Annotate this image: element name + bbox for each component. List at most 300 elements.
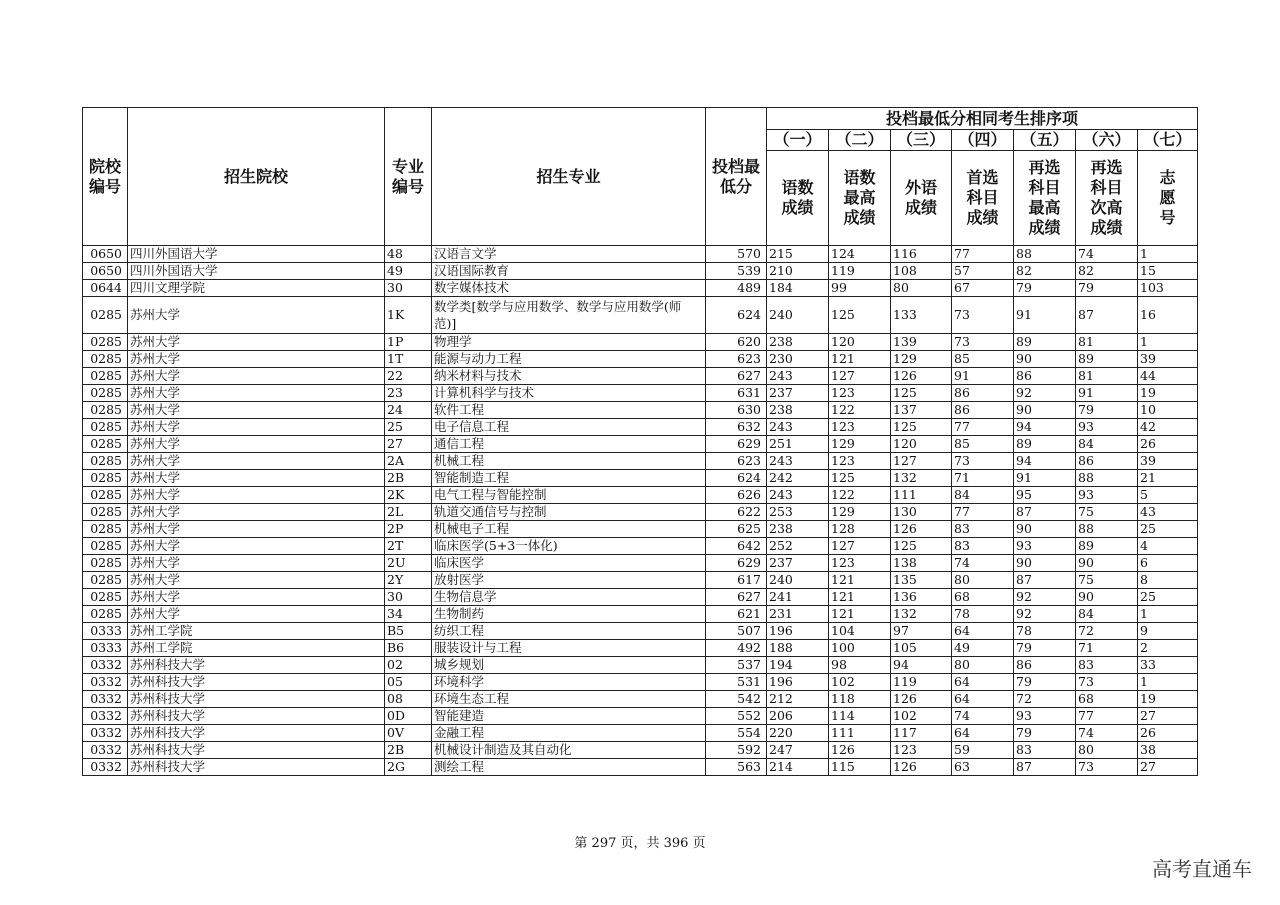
major-code-cell: 0V xyxy=(385,725,432,742)
min-score-cell: 552 xyxy=(706,708,767,725)
rank-first-subject-cell: 77 xyxy=(952,504,1014,521)
school-name-cell: 苏州大学 xyxy=(128,334,385,351)
major-name-cell: 计算机科学与技术 xyxy=(432,385,706,402)
rank-reselect-max-cell: 72 xyxy=(1014,691,1076,708)
school-name-cell: 苏州科技大学 xyxy=(128,691,385,708)
major-name-cell: 机械电子工程 xyxy=(432,521,706,538)
rank-first-subject-cell: 85 xyxy=(952,351,1014,368)
table-row xyxy=(83,555,1198,572)
rank-wish-no-cell: 5 xyxy=(1138,487,1198,504)
table-row xyxy=(83,368,1198,385)
min-score-cell: 629 xyxy=(706,436,767,453)
rank-reselect-second-cell: 90 xyxy=(1076,589,1138,606)
table-row xyxy=(83,742,1198,759)
rank-wish-no-cell: 19 xyxy=(1138,691,1198,708)
major-name-cell: 智能制造工程 xyxy=(432,470,706,487)
min-score-cell: 539 xyxy=(706,263,767,280)
rank-first-subject-cell: 86 xyxy=(952,385,1014,402)
rank-chinese-math-max-cell: 123 xyxy=(829,385,891,402)
table-row xyxy=(83,606,1198,623)
rank-chinese-math-cell: 243 xyxy=(767,368,829,385)
rank-first-subject-cell: 68 xyxy=(952,589,1014,606)
major-name-cell: 临床医学 xyxy=(432,555,706,572)
table-row xyxy=(83,623,1198,640)
school-name-cell: 苏州大学 xyxy=(128,385,385,402)
rank-first-subject-cell: 73 xyxy=(952,334,1014,351)
rank-wish-no-cell: 44 xyxy=(1138,368,1198,385)
rank-reselect-second-cell: 86 xyxy=(1076,453,1138,470)
school-code-cell: 0285 xyxy=(83,572,128,589)
min-score-cell: 624 xyxy=(706,297,767,334)
rank-reselect-max-cell: 89 xyxy=(1014,436,1076,453)
table-row xyxy=(83,691,1198,708)
school-code-cell: 0332 xyxy=(83,759,128,776)
school-code-cell: 0285 xyxy=(83,555,128,572)
header-ranking-group: 投档最低分相同考生排序项 xyxy=(767,108,1198,130)
header-school-name: 招生院校 xyxy=(128,108,385,246)
rank-wish-no-cell: 1 xyxy=(1138,674,1198,691)
rank-chinese-math-max-cell: 125 xyxy=(829,297,891,334)
major-code-cell: 2T xyxy=(385,538,432,555)
rank-chinese-math-cell: 184 xyxy=(767,280,829,297)
school-name-cell: 苏州科技大学 xyxy=(128,742,385,759)
major-name-cell: 能源与动力工程 xyxy=(432,351,706,368)
rank-chinese-math-max-cell: 124 xyxy=(829,246,891,263)
school-name-cell: 苏州工学院 xyxy=(128,623,385,640)
rank-wish-no-cell: 1 xyxy=(1138,606,1198,623)
rank-reselect-second-cell: 79 xyxy=(1076,402,1138,419)
major-name-cell: 汉语国际教育 xyxy=(432,263,706,280)
school-code-cell: 0332 xyxy=(83,725,128,742)
min-score-cell: 623 xyxy=(706,453,767,470)
rank-reselect-second-cell: 75 xyxy=(1076,504,1138,521)
rank-reselect-second-cell: 73 xyxy=(1076,674,1138,691)
min-score-cell: 620 xyxy=(706,334,767,351)
school-name-cell: 苏州科技大学 xyxy=(128,657,385,674)
major-name-cell: 放射医学 xyxy=(432,572,706,589)
table-row xyxy=(83,521,1198,538)
major-name-cell: 电子信息工程 xyxy=(432,419,706,436)
rank-foreign-lang-cell: 135 xyxy=(891,572,952,589)
major-code-cell: 2L xyxy=(385,504,432,521)
major-name-cell: 轨道交通信号与控制 xyxy=(432,504,706,521)
header-sub-field: 再选科目次高成绩 xyxy=(1076,151,1138,246)
school-code-cell: 0650 xyxy=(83,246,128,263)
watermark-text: 高考直通车 xyxy=(1152,857,1252,881)
rank-chinese-math-max-cell: 125 xyxy=(829,470,891,487)
rank-chinese-math-max-cell: 122 xyxy=(829,402,891,419)
rank-chinese-math-cell: 243 xyxy=(767,419,829,436)
rank-chinese-math-max-cell: 100 xyxy=(829,640,891,657)
rank-reselect-max-cell: 88 xyxy=(1014,246,1076,263)
major-code-cell: 34 xyxy=(385,606,432,623)
rank-wish-no-cell: 39 xyxy=(1138,351,1198,368)
rank-chinese-math-cell: 238 xyxy=(767,521,829,538)
rank-chinese-math-cell: 212 xyxy=(767,691,829,708)
rank-wish-no-cell: 16 xyxy=(1138,297,1198,334)
rank-reselect-second-cell: 84 xyxy=(1076,606,1138,623)
rank-chinese-math-cell: 240 xyxy=(767,572,829,589)
major-code-cell: 02 xyxy=(385,657,432,674)
rank-foreign-lang-cell: 119 xyxy=(891,674,952,691)
rank-reselect-max-cell: 79 xyxy=(1014,640,1076,657)
rank-reselect-max-cell: 83 xyxy=(1014,742,1076,759)
rank-first-subject-cell: 77 xyxy=(952,246,1014,263)
major-name-cell: 汉语言文学 xyxy=(432,246,706,263)
rank-foreign-lang-cell: 117 xyxy=(891,725,952,742)
min-score-cell: 629 xyxy=(706,555,767,572)
table-row xyxy=(83,640,1198,657)
rank-reselect-second-cell: 80 xyxy=(1076,742,1138,759)
rank-foreign-lang-cell: 126 xyxy=(891,521,952,538)
header-sub-field: 外语成绩 xyxy=(891,151,952,246)
rank-wish-no-cell: 27 xyxy=(1138,708,1198,725)
rank-chinese-math-cell: 214 xyxy=(767,759,829,776)
rank-reselect-max-cell: 79 xyxy=(1014,674,1076,691)
rank-chinese-math-cell: 231 xyxy=(767,606,829,623)
rank-reselect-max-cell: 92 xyxy=(1014,385,1076,402)
rank-chinese-math-cell: 240 xyxy=(767,297,829,334)
rank-first-subject-cell: 59 xyxy=(952,742,1014,759)
min-score-cell: 492 xyxy=(706,640,767,657)
major-code-cell: 1T xyxy=(385,351,432,368)
rank-chinese-math-max-cell: 123 xyxy=(829,555,891,572)
school-name-cell: 苏州大学 xyxy=(128,538,385,555)
rank-chinese-math-cell: 210 xyxy=(767,263,829,280)
rank-foreign-lang-cell: 132 xyxy=(891,606,952,623)
rank-chinese-math-max-cell: 128 xyxy=(829,521,891,538)
rank-reselect-second-cell: 89 xyxy=(1076,351,1138,368)
major-code-cell: 1K xyxy=(385,297,432,334)
rank-wish-no-cell: 1 xyxy=(1138,246,1198,263)
table-row xyxy=(83,280,1198,297)
major-name-cell: 物理学 xyxy=(432,334,706,351)
rank-chinese-math-cell: 220 xyxy=(767,725,829,742)
table-row xyxy=(83,504,1198,521)
rank-foreign-lang-cell: 120 xyxy=(891,436,952,453)
admission-score-table xyxy=(82,107,1198,776)
table-row xyxy=(83,402,1198,419)
rank-foreign-lang-cell: 139 xyxy=(891,334,952,351)
rank-reselect-max-cell: 86 xyxy=(1014,657,1076,674)
min-score-cell: 531 xyxy=(706,674,767,691)
rank-foreign-lang-cell: 130 xyxy=(891,504,952,521)
table-row xyxy=(83,419,1198,436)
major-code-cell: 08 xyxy=(385,691,432,708)
table-row xyxy=(83,538,1198,555)
rank-chinese-math-cell: 238 xyxy=(767,402,829,419)
rank-wish-no-cell: 6 xyxy=(1138,555,1198,572)
school-code-cell: 0285 xyxy=(83,385,128,402)
school-name-cell: 苏州大学 xyxy=(128,453,385,470)
rank-chinese-math-max-cell: 123 xyxy=(829,419,891,436)
min-score-cell: 642 xyxy=(706,538,767,555)
rank-chinese-math-cell: 243 xyxy=(767,487,829,504)
min-score-cell: 622 xyxy=(706,504,767,521)
rank-wish-no-cell: 38 xyxy=(1138,742,1198,759)
min-score-cell: 563 xyxy=(706,759,767,776)
school-name-cell: 苏州大学 xyxy=(128,589,385,606)
major-name-cell: 软件工程 xyxy=(432,402,706,419)
header-sub-index: （五） xyxy=(1014,130,1076,151)
major-name-cell: 数学类[数学与应用数学、数学与应用数学(师范)] xyxy=(432,297,706,334)
rank-foreign-lang-cell: 137 xyxy=(891,402,952,419)
rank-chinese-math-max-cell: 114 xyxy=(829,708,891,725)
rank-chinese-math-max-cell: 121 xyxy=(829,606,891,623)
rank-wish-no-cell: 42 xyxy=(1138,419,1198,436)
min-score-cell: 542 xyxy=(706,691,767,708)
major-code-cell: 2B xyxy=(385,742,432,759)
rank-chinese-math-cell: 215 xyxy=(767,246,829,263)
table-row xyxy=(83,589,1198,606)
min-score-cell: 537 xyxy=(706,657,767,674)
rank-chinese-math-max-cell: 118 xyxy=(829,691,891,708)
rank-reselect-max-cell: 86 xyxy=(1014,368,1076,385)
table-row xyxy=(83,470,1198,487)
rank-chinese-math-cell: 206 xyxy=(767,708,829,725)
rank-chinese-math-max-cell: 121 xyxy=(829,351,891,368)
min-score-cell: 507 xyxy=(706,623,767,640)
rank-wish-no-cell: 25 xyxy=(1138,521,1198,538)
table-row xyxy=(83,436,1198,453)
min-score-cell: 624 xyxy=(706,470,767,487)
school-code-cell: 0285 xyxy=(83,606,128,623)
table-row xyxy=(83,334,1198,351)
rank-chinese-math-max-cell: 102 xyxy=(829,674,891,691)
rank-chinese-math-max-cell: 98 xyxy=(829,657,891,674)
rank-first-subject-cell: 77 xyxy=(952,419,1014,436)
school-name-cell: 苏州大学 xyxy=(128,572,385,589)
school-code-cell: 0285 xyxy=(83,521,128,538)
rank-reselect-max-cell: 90 xyxy=(1014,555,1076,572)
rank-reselect-max-cell: 87 xyxy=(1014,572,1076,589)
header-major-code: 专业编号 xyxy=(385,108,432,246)
rank-reselect-max-cell: 79 xyxy=(1014,725,1076,742)
rank-foreign-lang-cell: 132 xyxy=(891,470,952,487)
rank-foreign-lang-cell: 126 xyxy=(891,759,952,776)
rank-wish-no-cell: 1 xyxy=(1138,334,1198,351)
rank-wish-no-cell: 25 xyxy=(1138,589,1198,606)
rank-chinese-math-max-cell: 127 xyxy=(829,368,891,385)
major-code-cell: 23 xyxy=(385,385,432,402)
rank-wish-no-cell: 15 xyxy=(1138,263,1198,280)
min-score-cell: 554 xyxy=(706,725,767,742)
rank-first-subject-cell: 63 xyxy=(952,759,1014,776)
major-code-cell: 05 xyxy=(385,674,432,691)
page-footer: 第 297 页，共 396 页 xyxy=(574,836,706,851)
table-row xyxy=(83,263,1198,280)
major-name-cell: 临床医学(5+3一体化) xyxy=(432,538,706,555)
rank-foreign-lang-cell: 111 xyxy=(891,487,952,504)
rank-chinese-math-max-cell: 123 xyxy=(829,453,891,470)
min-score-cell: 632 xyxy=(706,419,767,436)
rank-reselect-second-cell: 71 xyxy=(1076,640,1138,657)
rank-first-subject-cell: 71 xyxy=(952,470,1014,487)
school-name-cell: 苏州大学 xyxy=(128,402,385,419)
rank-reselect-second-cell: 93 xyxy=(1076,487,1138,504)
school-code-cell: 0285 xyxy=(83,538,128,555)
major-code-cell: 0D xyxy=(385,708,432,725)
school-name-cell: 苏州大学 xyxy=(128,297,385,334)
rank-first-subject-cell: 64 xyxy=(952,623,1014,640)
major-name-cell: 电气工程与智能控制 xyxy=(432,487,706,504)
rank-first-subject-cell: 80 xyxy=(952,572,1014,589)
major-code-cell: 24 xyxy=(385,402,432,419)
table-row xyxy=(83,351,1198,368)
major-code-cell: 2P xyxy=(385,521,432,538)
rank-reselect-second-cell: 89 xyxy=(1076,538,1138,555)
rank-wish-no-cell: 26 xyxy=(1138,725,1198,742)
major-code-cell: 30 xyxy=(385,589,432,606)
rank-reselect-second-cell: 90 xyxy=(1076,555,1138,572)
rank-first-subject-cell: 85 xyxy=(952,436,1014,453)
rank-reselect-max-cell: 94 xyxy=(1014,419,1076,436)
school-code-cell: 0285 xyxy=(83,334,128,351)
rank-reselect-second-cell: 72 xyxy=(1076,623,1138,640)
rank-wish-no-cell: 33 xyxy=(1138,657,1198,674)
rank-reselect-max-cell: 90 xyxy=(1014,521,1076,538)
rank-chinese-math-cell: 196 xyxy=(767,674,829,691)
rank-foreign-lang-cell: 138 xyxy=(891,555,952,572)
school-code-cell: 0285 xyxy=(83,470,128,487)
major-name-cell: 生物制药 xyxy=(432,606,706,623)
min-score-cell: 621 xyxy=(706,606,767,623)
school-name-cell: 四川外国语大学 xyxy=(128,246,385,263)
rank-first-subject-cell: 64 xyxy=(952,674,1014,691)
rank-reselect-max-cell: 94 xyxy=(1014,453,1076,470)
header-major-name: 招生专业 xyxy=(432,108,706,246)
rank-foreign-lang-cell: 136 xyxy=(891,589,952,606)
rank-foreign-lang-cell: 129 xyxy=(891,351,952,368)
header-sub-index: （四） xyxy=(952,130,1014,151)
rank-chinese-math-max-cell: 115 xyxy=(829,759,891,776)
school-name-cell: 苏州大学 xyxy=(128,555,385,572)
rank-wish-no-cell: 43 xyxy=(1138,504,1198,521)
major-code-cell: 49 xyxy=(385,263,432,280)
rank-reselect-max-cell: 91 xyxy=(1014,297,1076,334)
school-name-cell: 苏州大学 xyxy=(128,351,385,368)
rank-chinese-math-max-cell: 121 xyxy=(829,572,891,589)
rank-chinese-math-max-cell: 119 xyxy=(829,263,891,280)
rank-reselect-second-cell: 74 xyxy=(1076,246,1138,263)
header-sub-index: （二） xyxy=(829,130,891,151)
rank-reselect-max-cell: 89 xyxy=(1014,334,1076,351)
table-row xyxy=(83,297,1198,334)
school-code-cell: 0285 xyxy=(83,351,128,368)
major-code-cell: 27 xyxy=(385,436,432,453)
rank-chinese-math-cell: 237 xyxy=(767,385,829,402)
rank-chinese-math-cell: 243 xyxy=(767,453,829,470)
major-code-cell: 2A xyxy=(385,453,432,470)
school-code-cell: 0332 xyxy=(83,674,128,691)
rank-first-subject-cell: 64 xyxy=(952,725,1014,742)
school-name-cell: 苏州工学院 xyxy=(128,640,385,657)
rank-first-subject-cell: 67 xyxy=(952,280,1014,297)
rank-chinese-math-max-cell: 111 xyxy=(829,725,891,742)
rank-wish-no-cell: 19 xyxy=(1138,385,1198,402)
school-name-cell: 苏州大学 xyxy=(128,470,385,487)
rank-wish-no-cell: 103 xyxy=(1138,280,1198,297)
major-code-cell: 2K xyxy=(385,487,432,504)
header-sub-index: （三） xyxy=(891,130,952,151)
major-name-cell: 环境科学 xyxy=(432,674,706,691)
header-sub-index: （六） xyxy=(1076,130,1138,151)
table-row xyxy=(83,657,1198,674)
rank-reselect-second-cell: 82 xyxy=(1076,263,1138,280)
rank-chinese-math-max-cell: 127 xyxy=(829,538,891,555)
table-row xyxy=(83,487,1198,504)
min-score-cell: 631 xyxy=(706,385,767,402)
rank-wish-no-cell: 39 xyxy=(1138,453,1198,470)
table-row xyxy=(83,759,1198,776)
rank-reselect-second-cell: 88 xyxy=(1076,470,1138,487)
school-code-cell: 0650 xyxy=(83,263,128,280)
min-score-cell: 570 xyxy=(706,246,767,263)
rank-reselect-second-cell: 83 xyxy=(1076,657,1138,674)
rank-reselect-max-cell: 91 xyxy=(1014,470,1076,487)
major-name-cell: 生物信息学 xyxy=(432,589,706,606)
table-body xyxy=(83,246,1198,776)
major-name-cell: 纳米材料与技术 xyxy=(432,368,706,385)
rank-first-subject-cell: 91 xyxy=(952,368,1014,385)
rank-reselect-second-cell: 75 xyxy=(1076,572,1138,589)
rank-chinese-math-max-cell: 122 xyxy=(829,487,891,504)
school-name-cell: 苏州科技大学 xyxy=(128,708,385,725)
header-sub-field: 语数最高成绩 xyxy=(829,151,891,246)
header-sub-index: （七） xyxy=(1138,130,1198,151)
rank-foreign-lang-cell: 125 xyxy=(891,385,952,402)
rank-reselect-second-cell: 77 xyxy=(1076,708,1138,725)
rank-foreign-lang-cell: 123 xyxy=(891,742,952,759)
major-code-cell: 30 xyxy=(385,280,432,297)
header-sub-field: 志愿号 xyxy=(1138,151,1198,246)
school-code-cell: 0285 xyxy=(83,453,128,470)
school-name-cell: 苏州大学 xyxy=(128,436,385,453)
rank-reselect-max-cell: 90 xyxy=(1014,351,1076,368)
rank-foreign-lang-cell: 105 xyxy=(891,640,952,657)
rank-reselect-max-cell: 93 xyxy=(1014,708,1076,725)
table-row xyxy=(83,572,1198,589)
rank-wish-no-cell: 27 xyxy=(1138,759,1198,776)
rank-wish-no-cell: 2 xyxy=(1138,640,1198,657)
header-min-score: 投档最低分 xyxy=(706,108,767,246)
major-name-cell: 环境生态工程 xyxy=(432,691,706,708)
school-code-cell: 0285 xyxy=(83,504,128,521)
rank-first-subject-cell: 83 xyxy=(952,521,1014,538)
rank-chinese-math-cell: 253 xyxy=(767,504,829,521)
rank-chinese-math-cell: 238 xyxy=(767,334,829,351)
rank-wish-no-cell: 26 xyxy=(1138,436,1198,453)
rank-reselect-second-cell: 79 xyxy=(1076,280,1138,297)
min-score-cell: 627 xyxy=(706,368,767,385)
rank-first-subject-cell: 64 xyxy=(952,691,1014,708)
header-sub-field: 语数成绩 xyxy=(767,151,829,246)
school-code-cell: 0285 xyxy=(83,368,128,385)
rank-foreign-lang-cell: 125 xyxy=(891,419,952,436)
school-name-cell: 苏州大学 xyxy=(128,521,385,538)
rank-reselect-second-cell: 87 xyxy=(1076,297,1138,334)
header-sub-index: （一） xyxy=(767,130,829,151)
rank-chinese-math-cell: 242 xyxy=(767,470,829,487)
rank-first-subject-cell: 86 xyxy=(952,402,1014,419)
rank-reselect-max-cell: 79 xyxy=(1014,280,1076,297)
rank-reselect-second-cell: 84 xyxy=(1076,436,1138,453)
rank-reselect-max-cell: 87 xyxy=(1014,504,1076,521)
rank-reselect-second-cell: 91 xyxy=(1076,385,1138,402)
rank-reselect-max-cell: 93 xyxy=(1014,538,1076,555)
major-code-cell: 2B xyxy=(385,470,432,487)
min-score-cell: 623 xyxy=(706,351,767,368)
